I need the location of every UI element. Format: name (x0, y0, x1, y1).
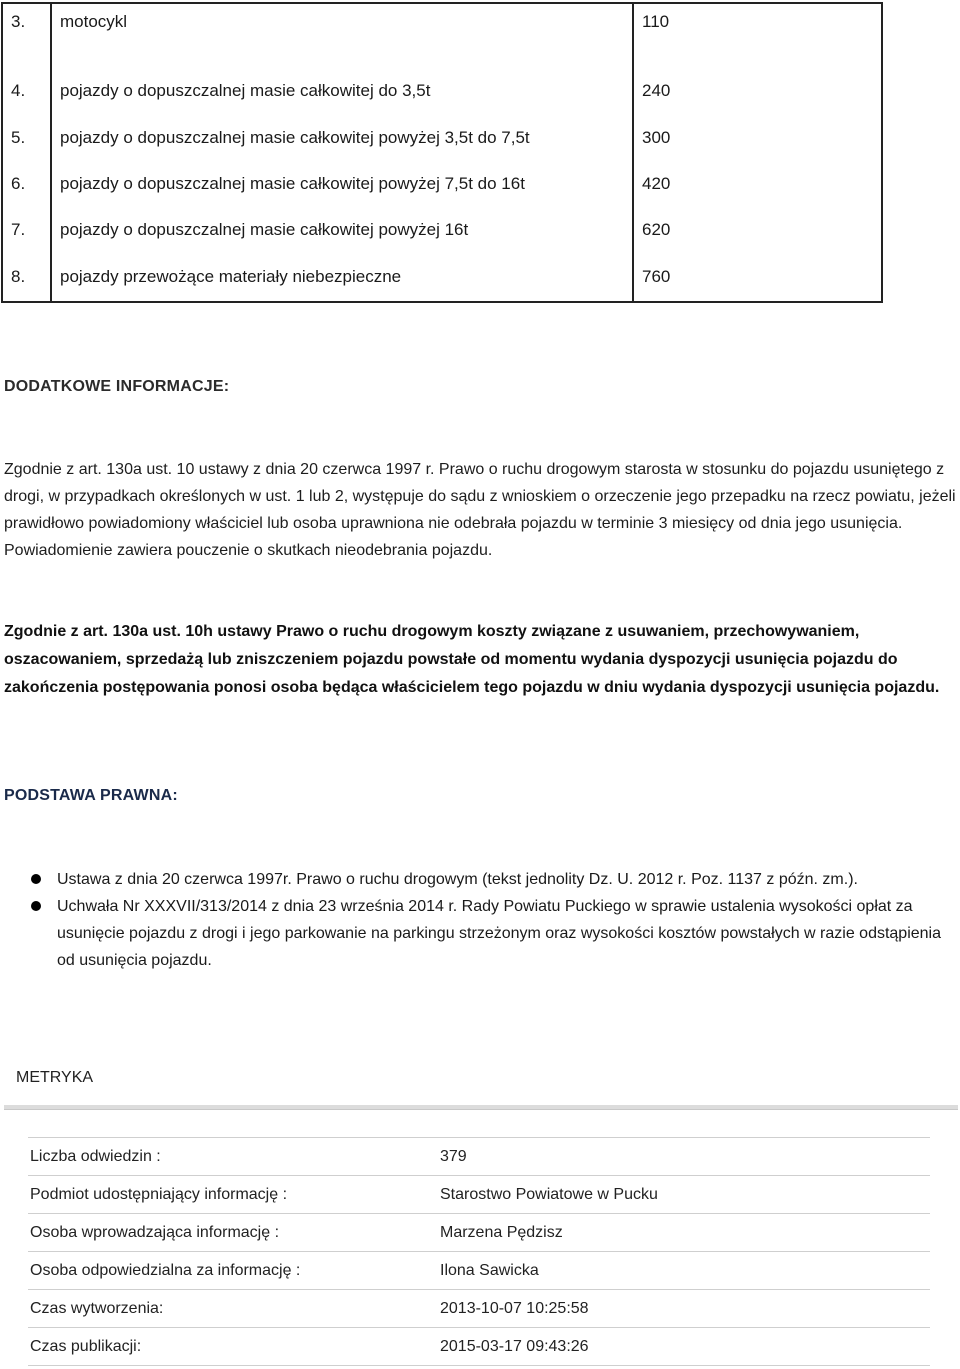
vehicle-type: motocykl (51, 3, 633, 40)
vehicle-type: pojazdy o dopuszczalnej masie całkowitej powyżej 16t (51, 207, 633, 253)
meta-value: Starostwo Powiatowe w Pucku (438, 1176, 930, 1214)
vehicle-type: pojazdy przewożące materiały niebezpieczne (51, 253, 633, 302)
additional-info-heading: DODATKOWE INFORMACJE: (4, 378, 230, 395)
metryka-divider (4, 1105, 958, 1110)
fee-table (1, 2, 883, 303)
fee-value: 240 (633, 68, 882, 114)
table-row (2, 40, 882, 68)
legal-act-text: Ustawa z dnia 20 czerwca 1997r. Prawo o ruchu drogowym (tekst jednolity Dz. U. 2012 r. Poz. 1137 z późn. zm.). (57, 871, 858, 888)
table-row (2, 161, 882, 207)
row-number: 6. (2, 161, 51, 207)
table-row (2, 253, 882, 302)
fee-value: 420 (633, 161, 882, 207)
bullet-icon (31, 901, 41, 911)
row-number: 3. (2, 3, 51, 40)
table-row (2, 207, 882, 253)
meta-label: Podmiot udostępniający informację : (28, 1176, 438, 1214)
row-number: 8. (2, 253, 51, 302)
vehicle-type: pojazdy o dopuszczalnej masie całkowitej powyżej 7,5t do 16t (51, 161, 633, 207)
meta-value: Marzena Pędzisz (438, 1214, 930, 1252)
meta-value: Ilona Sawicka (438, 1252, 930, 1290)
table-row (28, 1176, 930, 1214)
fee-value: 300 (633, 114, 882, 161)
meta-value: 2013-10-07 10:25:58 (438, 1290, 930, 1328)
row-number: 7. (2, 207, 51, 253)
list-item (0, 866, 955, 893)
row-number: 4. (2, 68, 51, 114)
table-row (2, 114, 882, 161)
meta-label: Czas publikacji: (28, 1328, 438, 1366)
meta-label: Liczba odwiedzin : (28, 1138, 438, 1176)
table-row (2, 68, 882, 114)
costs-paragraph: Zgodnie z art. 130a ust. 10h ustawy Prawo o ruchu drogowym koszty związane z usuwaniem, przechowywaniem, oszacowaniem, sprzedażą lub zniszczeniem pojazdu powstałe od momentu wydania dyspozycji usunięcia pojazdu do zakończenia postępowania ponosi osoba będąca właścicielem tego pojazdu w dniu wydania dyspozycji usunięcia pojazdu. (4, 623, 940, 696)
metryka-table (28, 1137, 930, 1366)
fee-value: 620 (633, 207, 882, 253)
legal-act-text: Uchwała Nr XXXVII/313/2014 z dnia 23 września 2014 r. Rady Powiatu Puckiego w sprawie ustalenia wysokości opłat za usunięcie pojazdu z drogi i jego parkowanie na parkingu strzeżonym oraz wysokości kosztów powstałych w razie odstąpienia od usunięcia pojazdu. (57, 898, 942, 969)
row-number: 5. (2, 114, 51, 161)
meta-label: Osoba wprowadzająca informację : (28, 1214, 438, 1252)
legal-basis-list (0, 866, 955, 974)
list-item (0, 893, 955, 974)
meta-value: 379 (438, 1138, 930, 1176)
bullet-icon (31, 874, 41, 884)
metryka-title: METRYKA (16, 1069, 94, 1086)
vehicle-type: pojazdy o dopuszczalnej masie całkowitej do 3,5t (51, 68, 633, 114)
table-row (28, 1138, 930, 1176)
fee-value: 760 (633, 253, 882, 302)
legal-basis-heading: PODSTAWA PRAWNA: (4, 787, 178, 804)
fee-value: 110 (633, 3, 882, 40)
table-row (28, 1328, 930, 1366)
table-row (28, 1252, 930, 1290)
table-row (28, 1290, 930, 1328)
additional-info-paragraph: Zgodnie z art. 130a ust. 10 ustawy z dnia 20 czerwca 1997 r. Prawo o ruchu drogowym starosta w stosunku do pojazdu usuniętego z drogi, w przypadkach określonych w ust. 1 lub 2, występuje do sądu z wnioskiem o orzeczenie jego przepadku na rzecz powiatu, jeżeli prawidłowo powiadomiony właściciel lub osoba uprawniona nie odebrała pojazdu w terminie 3 miesięcy od dnia jego usunięcia. Powiadomienie zawiera pouczenie o skutkach nieodebrania pojazdu. (4, 461, 956, 559)
meta-label: Czas wytworzenia: (28, 1290, 438, 1328)
table-row (2, 3, 882, 40)
vehicle-type: pojazdy o dopuszczalnej masie całkowitej powyżej 3,5t do 7,5t (51, 114, 633, 161)
meta-value: 2015-03-17 09:43:26 (438, 1328, 930, 1366)
table-row (28, 1214, 930, 1252)
meta-label: Osoba odpowiedzialna za informację : (28, 1252, 438, 1290)
